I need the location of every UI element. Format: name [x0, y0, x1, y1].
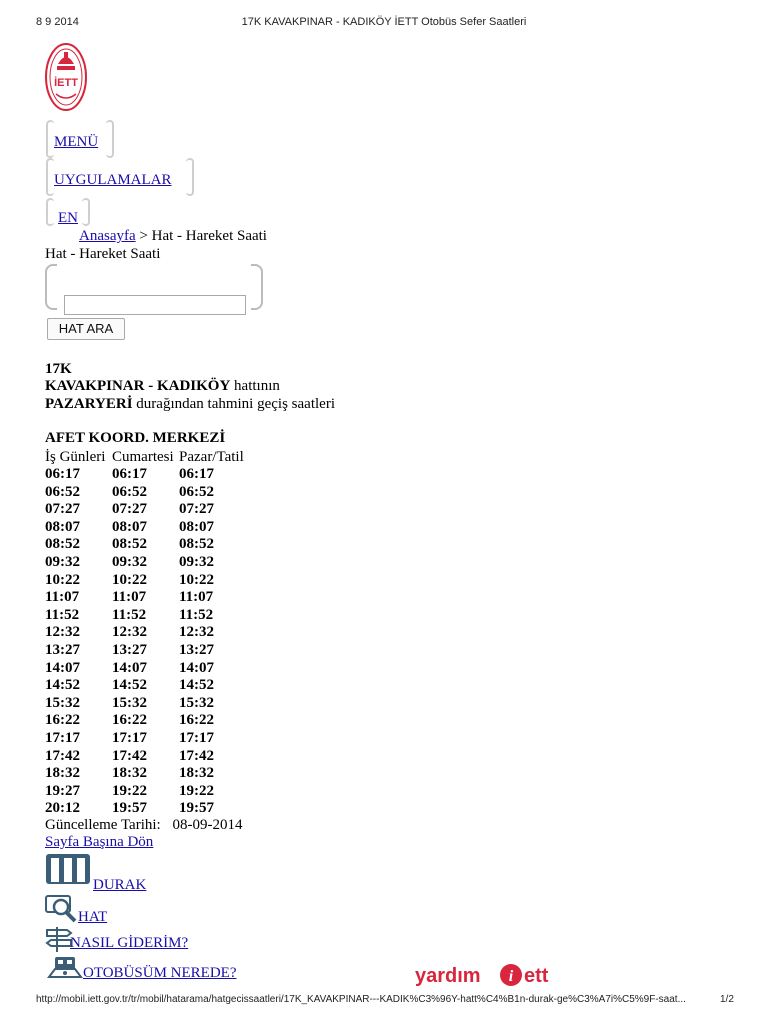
- hat-ara-button[interactable]: HAT ARA: [47, 318, 125, 340]
- cell-sunday-holiday: 09:32: [179, 553, 214, 570]
- stop-suffix: durağından tahmini geçiş saatleri: [136, 396, 335, 412]
- cell-weekdays: 07:27: [45, 501, 80, 518]
- cell-saturday: 06:52: [112, 483, 147, 500]
- cell-saturday: 08:52: [112, 536, 147, 553]
- cell-weekdays: 15:32: [45, 694, 80, 711]
- header-sunday-holiday: Pazar/Tatil: [179, 449, 244, 465]
- cell-weekdays: 09:32: [45, 553, 80, 570]
- cell-saturday: 08:07: [112, 518, 147, 535]
- yardim-brand: ett: [524, 965, 549, 987]
- durak-link[interactable]: DURAK: [93, 877, 147, 893]
- route-name: KAVAKPINAR - KADIKÖY: [45, 378, 231, 394]
- timetable-row: [45, 554, 259, 572]
- cell-saturday: 18:32: [112, 765, 147, 782]
- update-label: Güncelleme Tarihi:: [45, 817, 161, 833]
- cell-weekdays: 06:17: [45, 466, 80, 482]
- iett-logo[interactable]: [44, 42, 88, 112]
- cell-saturday: 10:22: [112, 571, 147, 588]
- print-title: 17K KAVAKPINAR - KADIKÖY İETT Otobüs Sefer Saatleri: [241, 16, 527, 28]
- logo-text: İETT: [54, 77, 78, 89]
- cell-weekdays: 14:52: [45, 677, 80, 694]
- cell-weekdays: 08:07: [45, 518, 80, 535]
- nav-otobusum-nerede[interactable]: [45, 953, 265, 985]
- cell-weekdays: 11:07: [45, 589, 80, 606]
- page-title: Hat - Hareket Saati: [45, 246, 161, 262]
- cell-weekdays: 20:12: [45, 800, 80, 817]
- timetable-row: [45, 695, 259, 713]
- nasil-giderim-link[interactable]: NASIL GİDERİM?: [70, 935, 189, 951]
- bus-stop-icon: [45, 852, 91, 893]
- yardim-iett-logo[interactable]: [415, 960, 565, 990]
- cell-saturday: 17:42: [112, 747, 147, 764]
- uygulamalar-link[interactable]: UYGULAMALAR: [54, 172, 172, 188]
- bus-location-icon: [45, 953, 85, 988]
- yardim-dot-letter: i: [508, 968, 514, 985]
- cell-saturday: 14:52: [112, 677, 147, 694]
- cell-weekdays: 06:52: [45, 483, 80, 500]
- cell-saturday: 12:32: [112, 624, 147, 641]
- otobusum-nerede-link[interactable]: OTOBÜSÜM NEREDE?: [83, 965, 237, 981]
- cell-weekdays: 11:52: [45, 606, 80, 623]
- cell-sunday-holiday: 17:17: [179, 729, 214, 746]
- cell-sunday-holiday: 19:22: [179, 782, 214, 799]
- menu-item-uygulamalar[interactable]: [46, 160, 196, 200]
- cell-sunday-holiday: 12:32: [179, 624, 214, 641]
- timetable-row: [45, 660, 259, 678]
- cell-weekdays: 13:27: [45, 641, 80, 658]
- back-to-top: [45, 834, 153, 851]
- timetable-row: [45, 765, 259, 783]
- cell-weekdays: 08:52: [45, 536, 80, 553]
- cell-saturday: 06:17: [112, 466, 147, 482]
- update-date: [45, 817, 242, 834]
- timetable-row: [45, 712, 259, 730]
- header-weekdays: İş Günleri: [45, 449, 106, 465]
- timetable-header-row: [45, 449, 259, 466]
- breadcrumb-current: Hat - Hareket Saati: [151, 228, 267, 244]
- stop-name: PAZARYERİ: [45, 396, 133, 412]
- cell-weekdays: 16:22: [45, 712, 80, 729]
- cell-sunday-holiday: 06:52: [179, 483, 214, 500]
- cell-sunday-holiday: 15:32: [179, 694, 214, 711]
- route-name-line: [45, 378, 280, 395]
- cell-sunday-holiday: 06:17: [179, 466, 214, 482]
- timetable-row: [45, 783, 259, 801]
- cell-sunday-holiday: 11:07: [179, 589, 214, 606]
- route-name-suffix: hattının: [234, 378, 280, 394]
- cell-sunday-holiday: 19:57: [179, 800, 214, 817]
- cell-weekdays: 17:42: [45, 747, 80, 764]
- breadcrumb: [79, 228, 267, 245]
- yardim-word: yardım: [415, 965, 481, 987]
- timetable-row: [45, 466, 259, 484]
- cell-sunday-holiday: 11:52: [179, 606, 214, 623]
- timetable-row: [45, 642, 259, 660]
- cell-weekdays: 10:22: [45, 571, 80, 588]
- timetable: [45, 449, 259, 818]
- update-value: 08-09-2014: [172, 817, 243, 833]
- timetable-title: AFET KOORD. MERKEZİ: [45, 430, 226, 446]
- cell-sunday-holiday: 18:32: [179, 765, 214, 782]
- nav-nasil-giderim[interactable]: [45, 925, 225, 955]
- breadcrumb-separator: >: [139, 228, 148, 244]
- hat-link[interactable]: HAT: [78, 909, 108, 925]
- cell-weekdays: 17:17: [45, 729, 80, 746]
- cell-sunday-holiday: 17:42: [179, 747, 214, 764]
- cell-saturday: 13:27: [112, 641, 147, 658]
- timetable-row: [45, 589, 259, 607]
- cell-sunday-holiday: 13:27: [179, 641, 214, 658]
- timetable-row: [45, 677, 259, 695]
- cell-weekdays: 18:32: [45, 765, 80, 782]
- cell-weekdays: 19:27: [45, 782, 80, 799]
- cell-saturday: 07:27: [112, 501, 147, 518]
- cell-sunday-holiday: 10:22: [179, 571, 214, 588]
- print-url: http://mobil.iett.gov.tr/tr/mobil/hatarama/hatgecissaatleri/17K_KAVAKPINAR---KADIK%C3%96Y-hatt%C4%B1n-durak-ge%C3%A7i%C5%9F-saat...: [36, 994, 686, 1005]
- cell-sunday-holiday: 14:52: [179, 677, 214, 694]
- route-code: 17K: [45, 361, 72, 377]
- timetable-row: [45, 484, 259, 502]
- breadcrumb-home-link[interactable]: Anasayfa: [79, 228, 136, 244]
- timetable-row: [45, 572, 259, 590]
- back-to-top-link[interactable]: Sayfa Başına Dön: [45, 834, 154, 850]
- cell-saturday: 19:22: [112, 782, 147, 799]
- cell-sunday-holiday: 14:07: [179, 659, 214, 676]
- nav-hat[interactable]: [45, 893, 145, 927]
- route-search-input[interactable]: [64, 295, 246, 315]
- menu-link[interactable]: MENÜ: [54, 134, 99, 150]
- cell-saturday: 15:32: [112, 694, 147, 711]
- timetable-row: [45, 607, 259, 625]
- timetable-row: [45, 748, 259, 766]
- timetable-row: [45, 730, 259, 748]
- nav-durak[interactable]: [45, 852, 165, 892]
- route-search-icon: [45, 893, 77, 928]
- cell-saturday: 14:07: [112, 659, 147, 676]
- timetable-row: [45, 501, 259, 519]
- cell-sunday-holiday: 07:27: [179, 501, 214, 518]
- cell-sunday-holiday: 16:22: [179, 712, 214, 729]
- timetable-row: [45, 536, 259, 554]
- cell-weekdays: 12:32: [45, 624, 80, 641]
- cell-saturday: 17:17: [112, 729, 147, 746]
- timetable-row: [45, 624, 259, 642]
- en-link[interactable]: EN: [58, 210, 78, 226]
- cell-saturday: 09:32: [112, 553, 147, 570]
- print-page-number: 1/2: [720, 994, 734, 1005]
- cell-weekdays: 14:07: [45, 659, 80, 676]
- timetable-row: [45, 519, 259, 537]
- cell-saturday: 11:52: [112, 606, 147, 623]
- print-date: 8 9 2014: [36, 16, 79, 28]
- search-box: [45, 262, 263, 308]
- cell-sunday-holiday: 08:07: [179, 518, 214, 535]
- cell-saturday: 11:07: [112, 589, 147, 606]
- cell-saturday: 19:57: [112, 800, 147, 817]
- header-saturday: Cumartesi: [112, 449, 174, 465]
- print-header: [0, 16, 768, 32]
- timetable-row: [45, 800, 259, 818]
- menu-item-menu[interactable]: [46, 124, 196, 164]
- cell-saturday: 16:22: [112, 712, 147, 729]
- cell-sunday-holiday: 08:52: [179, 536, 214, 553]
- route-stop-line: [45, 396, 335, 413]
